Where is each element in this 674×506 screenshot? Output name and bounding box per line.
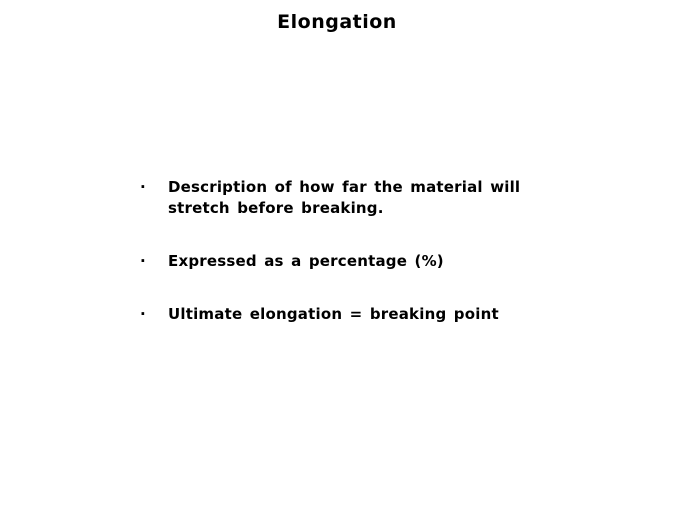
bullet-dot-icon: · bbox=[140, 178, 146, 196]
bullet-item bbox=[140, 177, 580, 219]
slide-title: Elongation bbox=[277, 11, 397, 33]
bullet-item bbox=[140, 251, 580, 272]
bullet-text: Ultimate elongation = breaking point bbox=[168, 305, 499, 323]
bullet-dot-icon: · bbox=[140, 252, 146, 270]
bullet-text: Description of how far the material will stretch before breaking. bbox=[168, 178, 521, 217]
bullet-list bbox=[140, 177, 580, 357]
bullet-text: Expressed as a percentage (%) bbox=[168, 252, 444, 270]
bullet-item bbox=[140, 304, 580, 325]
bullet-dot-icon: · bbox=[140, 305, 146, 323]
